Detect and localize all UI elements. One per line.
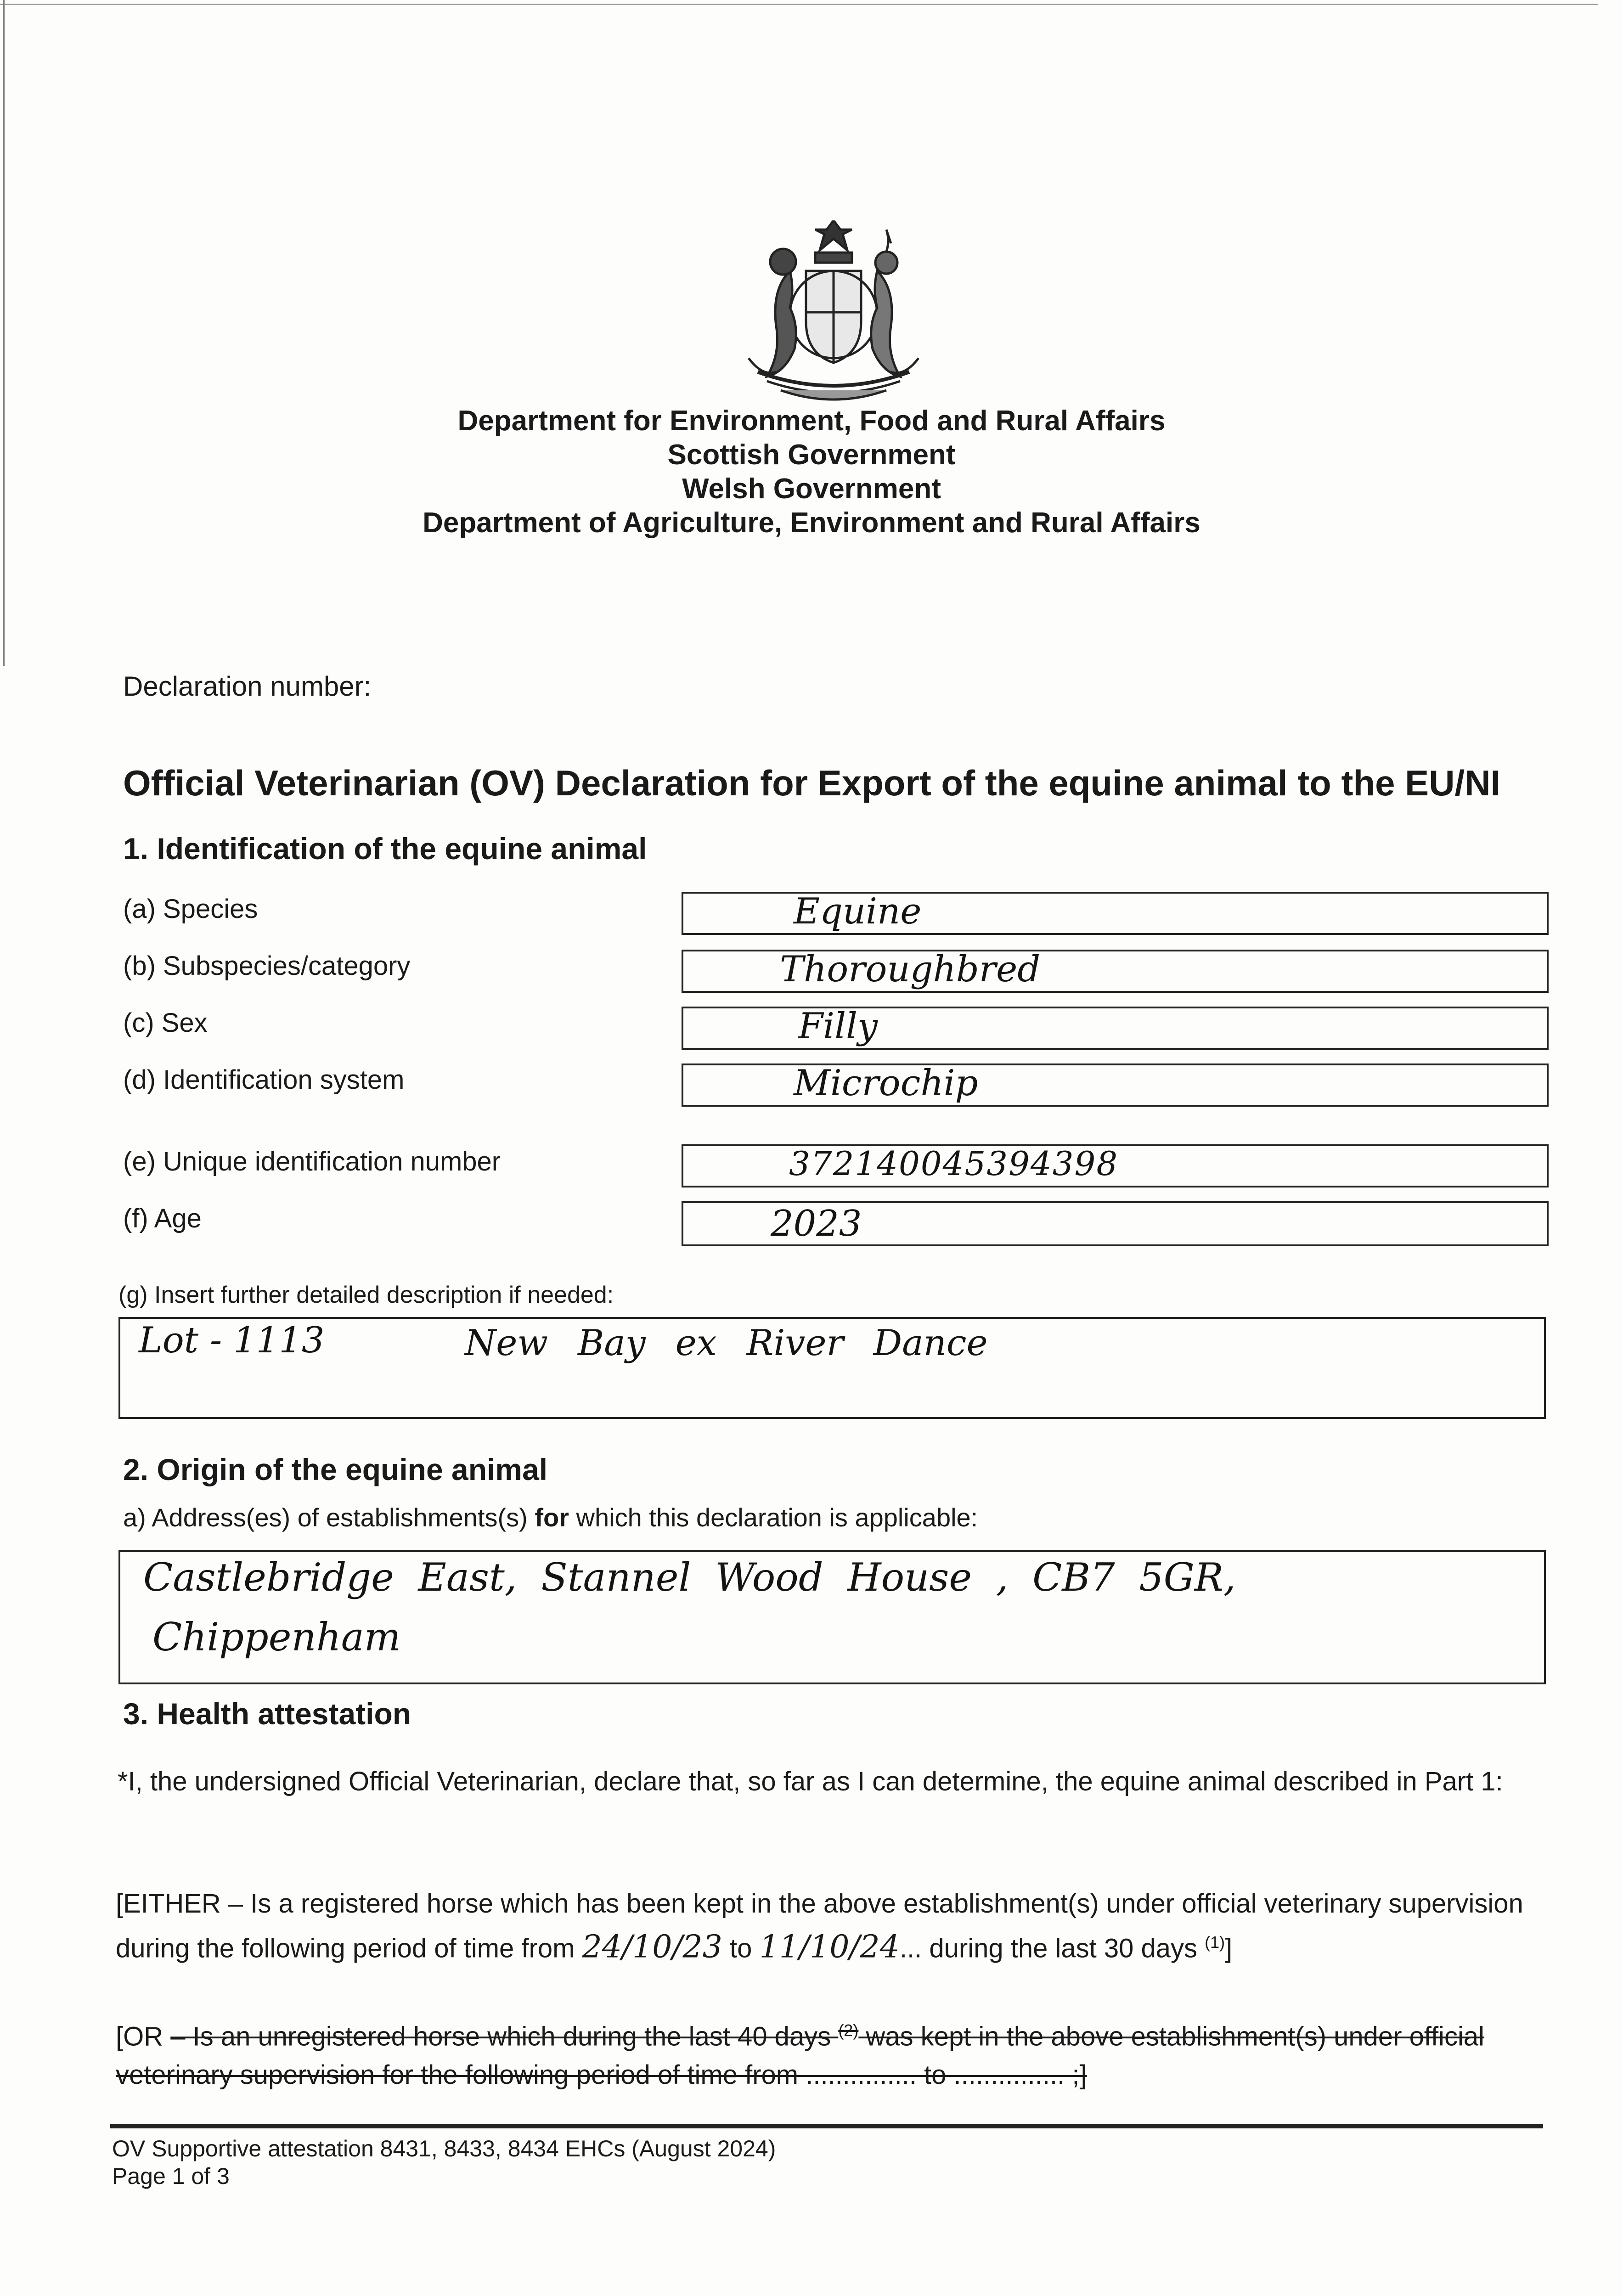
department-name: Scottish Government	[667, 439, 956, 471]
page-title: Official Veterinarian (OV) Declaration for Export of the equine animal to the EU/NI	[123, 763, 1501, 803]
to-word: to	[722, 1933, 760, 1964]
field-label-unique-id: (e) Unique identification number	[123, 1147, 501, 1176]
department-name: Department of Agriculture, Environment and Rural Affairs	[423, 507, 1200, 539]
address-label-emphasis: for	[535, 1503, 569, 1532]
description-label: (g) Insert further detailed description if needed:	[118, 1282, 614, 1308]
sex-value: Filly	[798, 1006, 878, 1047]
page-number: Page 1 of 3	[112, 2163, 230, 2189]
attestation-or	[116, 2011, 1544, 2094]
footer-divider	[110, 2124, 1543, 2128]
scan-edge-top	[0, 4, 1598, 5]
either-text-end: ... during the last 30 days	[899, 1933, 1205, 1964]
address-label	[123, 1503, 978, 1532]
field-label-identification-system: (d) Identification system	[123, 1065, 405, 1095]
species-value: Equine	[794, 891, 922, 932]
either-close: ]	[1225, 1933, 1233, 1964]
address-line-1: Castlebridge East, Stannel Wood House , CB7 5GR,	[143, 1555, 1236, 1600]
age-value: 2023	[771, 1203, 862, 1244]
to-date: 11/10/24	[759, 1929, 900, 1965]
department-header	[352, 404, 1271, 540]
footnote-ref-2: (2)	[838, 2021, 859, 2040]
section-3-heading: 3. Health attestation	[123, 1697, 411, 1731]
attestation-intro: *I, the undersigned Official Veterinarian, declare that, so far as I can determine, the equine animal described in Part 1:	[118, 1767, 1503, 1796]
subspecies-field[interactable]	[682, 950, 1549, 993]
unique-id-value: 372140045394398	[789, 1144, 1119, 1183]
or-lead: [OR	[116, 2021, 171, 2052]
attestation-either	[116, 1885, 1544, 1968]
description-field[interactable]	[118, 1317, 1546, 1419]
sex-field[interactable]	[682, 1007, 1549, 1050]
address-label-end: which this declaration is applicable:	[569, 1503, 978, 1532]
field-label-species: (a) Species	[123, 894, 258, 924]
unique-id-field[interactable]	[682, 1144, 1549, 1187]
subspecies-value: Thoroughbred	[780, 949, 1041, 990]
species-field[interactable]	[682, 892, 1549, 935]
address-field[interactable]	[118, 1550, 1546, 1684]
age-field[interactable]	[682, 1201, 1549, 1246]
from-date: 24/10/23	[582, 1929, 722, 1965]
identification-system-value: Microchip	[794, 1063, 978, 1104]
description-lot: Lot - 1113	[139, 1320, 325, 1361]
footer-reference: OV Supportive attestation 8431, 8433, 8434 EHCs (August 2024)	[112, 2136, 776, 2161]
section-1-heading: 1. Identification of the equine animal	[123, 832, 647, 866]
scan-edge-left	[3, 0, 5, 666]
field-label-subspecies: (b) Subspecies/category	[123, 951, 411, 981]
identification-system-field[interactable]	[682, 1064, 1549, 1107]
declaration-number-label: Declaration number:	[123, 671, 372, 702]
department-name: Department for Environment, Food and Rural Affairs	[457, 405, 1166, 437]
field-label-sex: (c) Sex	[123, 1008, 208, 1038]
address-line-2: Chippenham	[152, 1615, 401, 1660]
footnote-ref-1: (1)	[1205, 1933, 1225, 1952]
address-label-start: a) Address(es) of establishments(s)	[123, 1503, 535, 1532]
royal-coat-of-arms	[730, 220, 937, 413]
section-2-heading: 2. Origin of the equine animal	[123, 1452, 548, 1486]
or-struck-text: – Is an unregistered horse which during the last 40 days	[170, 2021, 839, 2052]
either-text: [EITHER – Is a registered horse which has been kept in the above establishment(s) under official veterinary supervision during the following period of time from	[116, 1889, 1523, 1964]
field-label-age: (f) Age	[123, 1204, 202, 1233]
or-struck-text-end: was kept in the above establishment(s) under official veterinary supervision for the following period of time from ............... to ............... ;]	[116, 2021, 1484, 2090]
description-name: New Bay ex River Dance	[465, 1322, 988, 1364]
department-name: Welsh Government	[682, 473, 941, 505]
